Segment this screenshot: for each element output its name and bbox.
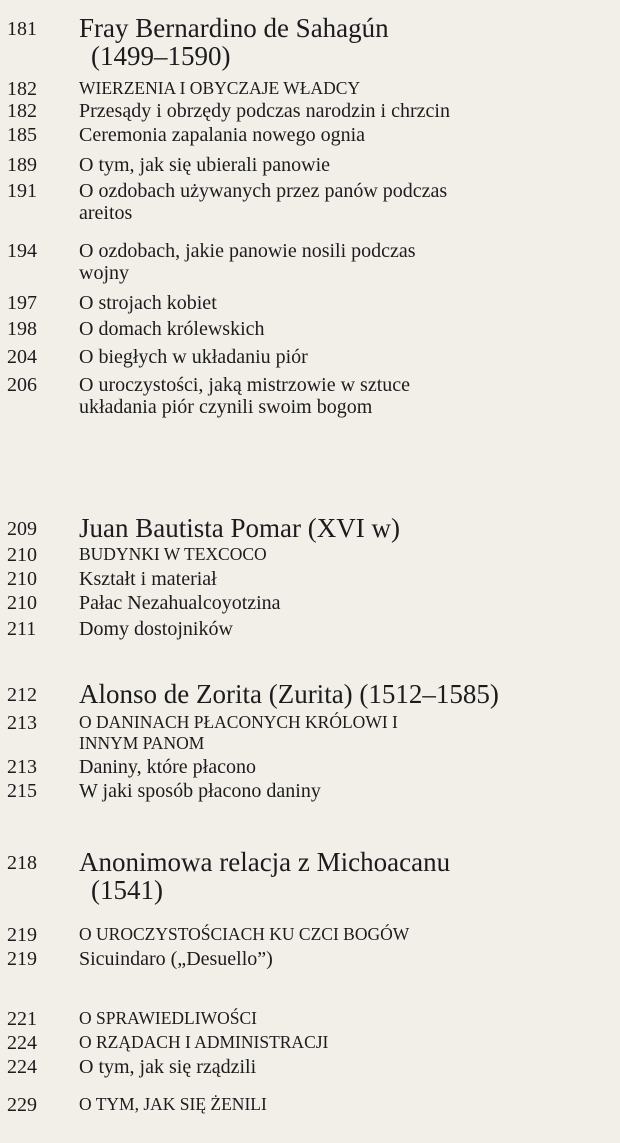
entry-title [79, 544, 609, 565]
entry-title [79, 1008, 609, 1029]
entry-title-line: O tym, jak się rządzili [79, 1056, 257, 1078]
entry-title [79, 618, 609, 640]
entry-title [79, 1094, 609, 1115]
page-number: 212 [7, 684, 37, 706]
entry-title [79, 180, 609, 224]
entry-title-line: Ceremonia zapalania nowego ognia [79, 124, 365, 146]
entry-title [79, 592, 609, 614]
entry-title [79, 1032, 609, 1053]
page-number: 198 [7, 318, 37, 340]
entry-title-line: Alonso de Zorita (Zurita) (1512–1585) [79, 679, 499, 709]
entry-title-line: W jaki sposób płacono daniny [79, 780, 321, 802]
page-number: 219 [7, 948, 37, 970]
entry-title [79, 100, 609, 122]
entry-title [79, 712, 609, 754]
entry-title-line: (1499–1590) [91, 41, 231, 71]
page-number: 215 [7, 780, 37, 802]
page-number: 209 [7, 518, 37, 540]
page-number: 191 [7, 180, 37, 202]
page-number: 229 [7, 1094, 37, 1116]
entry-title-line: Kształt i materiał [79, 568, 217, 590]
page-number: 194 [7, 240, 37, 262]
entry-title-line: Domy dostojników [79, 618, 233, 640]
entry-title [79, 78, 609, 99]
page-number: 204 [7, 346, 37, 368]
entry-title-line: Juan Bautista Pomar (XVI w) [79, 513, 400, 543]
page-number: 213 [7, 756, 37, 778]
page-number: 219 [7, 924, 37, 946]
entry-title-line: Przesądy i obrzędy podczas narodzin i chrzcin [79, 100, 450, 122]
entry-title-line: O DANINACH PŁACONYCH KRÓLOWI I [79, 712, 398, 732]
entry-title-line: układania piór czynili swoim bogom [79, 396, 373, 418]
entry-title-line: O ozdobach, jakie panowie nosili podczas [79, 240, 416, 262]
entry-title-line: O SPRAWIEDLIWOŚCI [79, 1008, 257, 1028]
entry-title-line: O strojach kobiet [79, 292, 217, 314]
entry-title [79, 924, 609, 945]
entry-title-line: Anonimowa relacja z Michoacanu [79, 847, 451, 877]
entry-title [79, 124, 609, 146]
entry-title [79, 292, 609, 314]
entry-title-line: wojny [79, 262, 129, 284]
page-number: 224 [7, 1032, 37, 1054]
entry-title [79, 680, 609, 708]
entry-title [79, 374, 609, 418]
page-number: 197 [7, 292, 37, 314]
entry-title [79, 948, 609, 970]
entry-title-line: Fray Bernardino de Sahagún [79, 13, 389, 43]
page-number: 210 [7, 568, 37, 590]
entry-title [79, 568, 609, 590]
entry-title-line: O RZĄDACH I ADMINISTRACJI [79, 1032, 329, 1052]
entry-title-line: Sicuindaro („Desuello”) [79, 948, 273, 970]
entry-title-line: Pałac Nezahualcoyotzina [79, 592, 281, 614]
entry-title-line: O uroczystości, jaką mistrzowie w sztuce [79, 374, 411, 396]
page-number: 185 [7, 124, 37, 146]
entry-title-line: BUDYNKI W TEXCOCO [79, 544, 267, 564]
page-number: 218 [7, 852, 37, 874]
page-number: 210 [7, 544, 37, 566]
entry-title [79, 780, 609, 802]
page-number: 210 [7, 592, 37, 614]
entry-title-line: O TYM, JAK SIĘ ŻENILI [79, 1094, 267, 1114]
entry-title-line: INNYM PANOM [79, 733, 205, 753]
entry-title-line: O ozdobach używanych przez panów podczas [79, 180, 448, 202]
entry-title [79, 346, 609, 368]
entry-title [79, 154, 609, 176]
entry-title [79, 240, 609, 284]
page-number: 221 [7, 1008, 37, 1030]
entry-title-line: areitos [79, 202, 133, 224]
page-number: 211 [7, 618, 37, 640]
entry-title-line: O domach królewskich [79, 318, 265, 340]
page-number: 224 [7, 1056, 37, 1078]
entry-title [79, 1056, 609, 1078]
page-number: 206 [7, 374, 37, 396]
entry-title-line: O tym, jak się ubierali panowie [79, 154, 331, 176]
entry-title-line: Daniny, które płacono [79, 756, 256, 778]
page-number: 189 [7, 154, 37, 176]
page-number: 213 [7, 712, 37, 734]
entry-title [79, 318, 609, 340]
entry-title-line: O biegłych w układaniu piór [79, 346, 308, 368]
entry-title [79, 848, 609, 904]
entry-title-line: WIERZENIA I OBYCZAJE WŁADCY [79, 78, 361, 98]
page-number: 182 [7, 100, 37, 122]
entry-title [79, 14, 609, 70]
page-number: 182 [7, 78, 37, 100]
entry-title [79, 514, 609, 542]
entry-title-line: O UROCZYSTOŚCIACH KU CZCI BOGÓW [79, 924, 410, 944]
entry-title [79, 756, 609, 778]
page-number: 181 [7, 18, 37, 40]
entry-title-line: (1541) [91, 875, 163, 905]
